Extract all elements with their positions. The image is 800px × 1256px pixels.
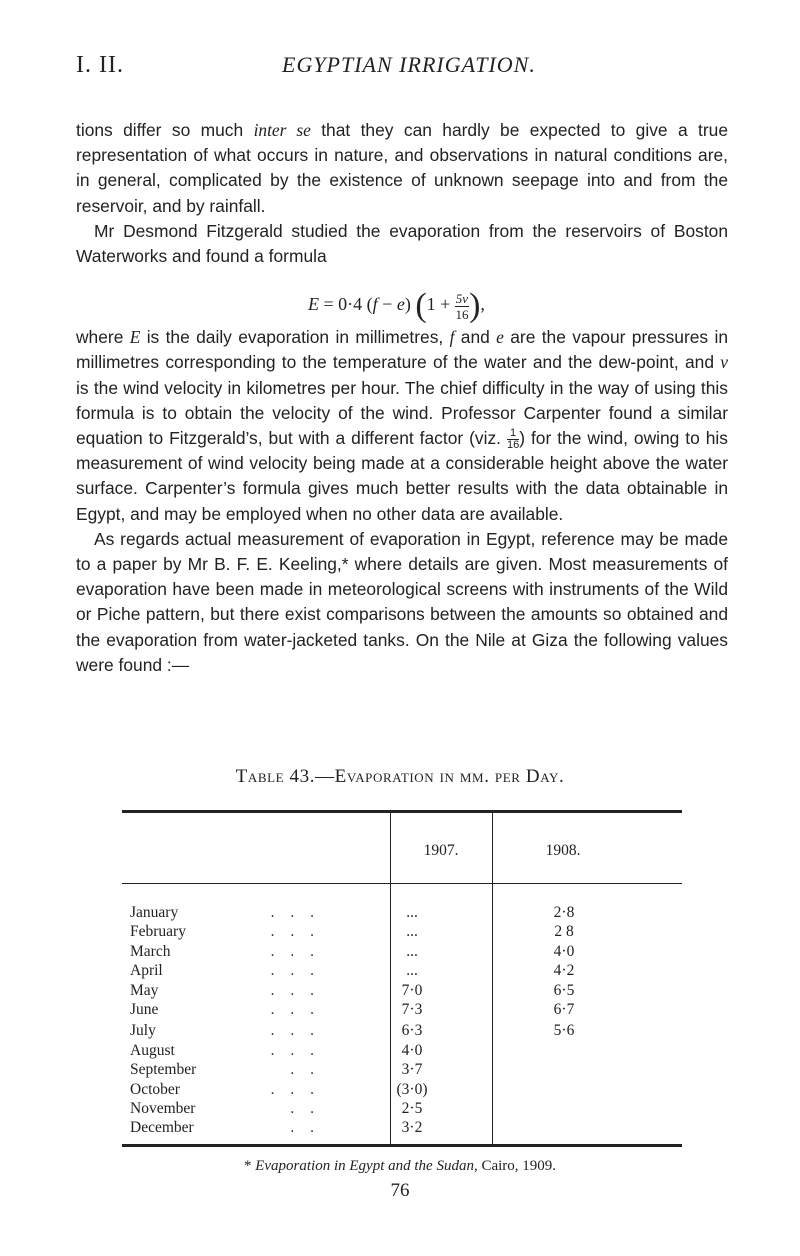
month-cell: September — [130, 1061, 197, 1078]
value-1907-cell: 3·2 — [401, 1119, 423, 1136]
table-caption: Table 43.—Evaporation in mm. per Day. — [235, 766, 565, 787]
value-1907-cell: 2·5 — [401, 1100, 423, 1117]
leader-dots: . . — [290, 1061, 320, 1078]
column-header-1908: 1908. — [545, 842, 581, 859]
value-1908-cell: 6·5 — [553, 982, 575, 999]
paragraph-3: where E is the daily evaporation in millimetres, f and e are the vapour pressures in millimetres corresponding to the temperature of the water and the dew-point, and v is the wind velocity in kilometres per hour. The chief difficulty in the way of using this formula is to obtain the velocity of the wind. Professor Carpenter found a similar equation to Fitzgerald’s, but with a different factor (viz. $\frac{1}{16}$) for the wind, owing to his measurement of wind velocity being made at a considerable height above the water surface. Carpenter’s formula gives much better results with the data obtainable in Egypt, and may be employed when no other data are available. — [76, 327, 729, 524]
leader-dots: . . . — [270, 1022, 320, 1039]
leader-dots: . . . — [270, 1081, 320, 1098]
table-top-rule — [122, 810, 682, 813]
paragraph-1: tions differ so much inter se that they can hardly be expected to give a true representation of what occurs in nature, and observations in natural conditions are, in general, complicated by the existence of unknown seepage into and from the reservoir, and by rainfall. — [76, 120, 728, 216]
month-cell: August — [130, 1042, 175, 1059]
leader-dots: . . . — [270, 982, 320, 999]
value-1907-cell: 6·3 — [401, 1022, 423, 1039]
leader-dots: . . — [290, 1119, 320, 1136]
table-row — [122, 1081, 682, 1099]
section-number: I. II. — [76, 52, 124, 78]
leader-dots: . . . — [270, 923, 320, 940]
paragraph-2: Mr Desmond Fitzgerald studied the evaporation from the reservoirs of Boston Waterworks and found a formula — [76, 220, 728, 267]
table-row — [122, 923, 682, 941]
value-1907-cell: ... — [406, 943, 418, 960]
leader-dots: . . — [290, 1100, 320, 1117]
footnote-title: Evaporation in Egypt and the Sudan — [255, 1158, 474, 1174]
value-1907-cell: (3·0) — [396, 1081, 428, 1098]
value-1908-cell: 4·2 — [553, 962, 575, 979]
table-row — [122, 1119, 682, 1137]
leader-dots: . . . — [270, 904, 320, 921]
evaporation-table — [122, 810, 682, 1148]
value-1908-cell: 2 8 — [554, 923, 574, 940]
month-cell: April — [130, 962, 163, 979]
running-title: EGYPTIAN IRRIGATION. — [282, 52, 536, 77]
month-cell: March — [130, 943, 171, 960]
column-header-1907: 1907. — [423, 842, 459, 859]
month-cell: November — [130, 1100, 196, 1117]
body-text — [76, 118, 728, 678]
month-cell: February — [130, 923, 186, 940]
table-row — [122, 904, 682, 922]
month-cell: January — [130, 904, 179, 921]
table-row — [122, 1100, 682, 1118]
leader-dots: . . . — [270, 962, 320, 979]
leader-dots: . . . — [270, 1001, 320, 1018]
month-cell: October — [130, 1081, 180, 1098]
inline-fraction: $\frac{1}{16}$ — [506, 426, 520, 451]
table-row — [122, 1022, 682, 1040]
fitzgerald-formula: E = 0·4 (f − e) (1 + $\frac{5v}{16}$ ), — [308, 287, 485, 325]
table-row — [122, 1001, 682, 1019]
page-number: 76 — [390, 1180, 410, 1201]
value-1908-cell: 2·8 — [553, 904, 575, 921]
table-header-rule — [122, 883, 682, 884]
leader-dots: . . . — [270, 1042, 320, 1059]
month-cell: December — [130, 1119, 194, 1136]
leader-dots: . . . — [270, 943, 320, 960]
formula-fraction: $\frac{5v}{16}$ — [455, 290, 469, 322]
value-1907-cell: 3·7 — [401, 1061, 423, 1078]
table-bottom-rule — [122, 1144, 682, 1147]
table-row — [122, 1061, 682, 1079]
paragraph-4: As regards actual measurement of evaporation in Egypt, reference may be made to a paper by Mr B. F. E. Keeling,* where details are given. Most measurements of evaporation have been made in meteorological screens with instruments of the Wild or Piche pattern, but there exist comparisons between the amounts so obtained and the evaporation from water-jacketed tanks. On the Nile at Giza the following values were found :— — [76, 528, 728, 675]
value-1907-cell: 7·0 — [401, 982, 423, 999]
running-header — [76, 52, 728, 82]
table-row — [122, 962, 682, 980]
value-1907-cell: ... — [406, 923, 418, 940]
value-1908-cell: 4·0 — [553, 943, 575, 960]
table-row — [122, 943, 682, 961]
value-1907-cell: ... — [406, 962, 418, 979]
value-1908-cell: 6·7 — [553, 1001, 575, 1018]
value-1908-cell: 5·6 — [553, 1022, 575, 1039]
latin-phrase: inter se — [253, 120, 311, 140]
value-1907-cell: 7·3 — [401, 1001, 423, 1018]
footnote: * Evaporation in Egypt and the Sudan, Cairo, 1909. — [243, 1158, 557, 1174]
table-row — [122, 982, 682, 1000]
table-row — [122, 1042, 682, 1060]
month-cell: June — [130, 1001, 159, 1018]
month-cell: July — [130, 1022, 156, 1039]
value-1907-cell: ... — [406, 904, 418, 921]
month-cell: May — [130, 982, 159, 999]
value-1907-cell: 4·0 — [401, 1042, 423, 1059]
